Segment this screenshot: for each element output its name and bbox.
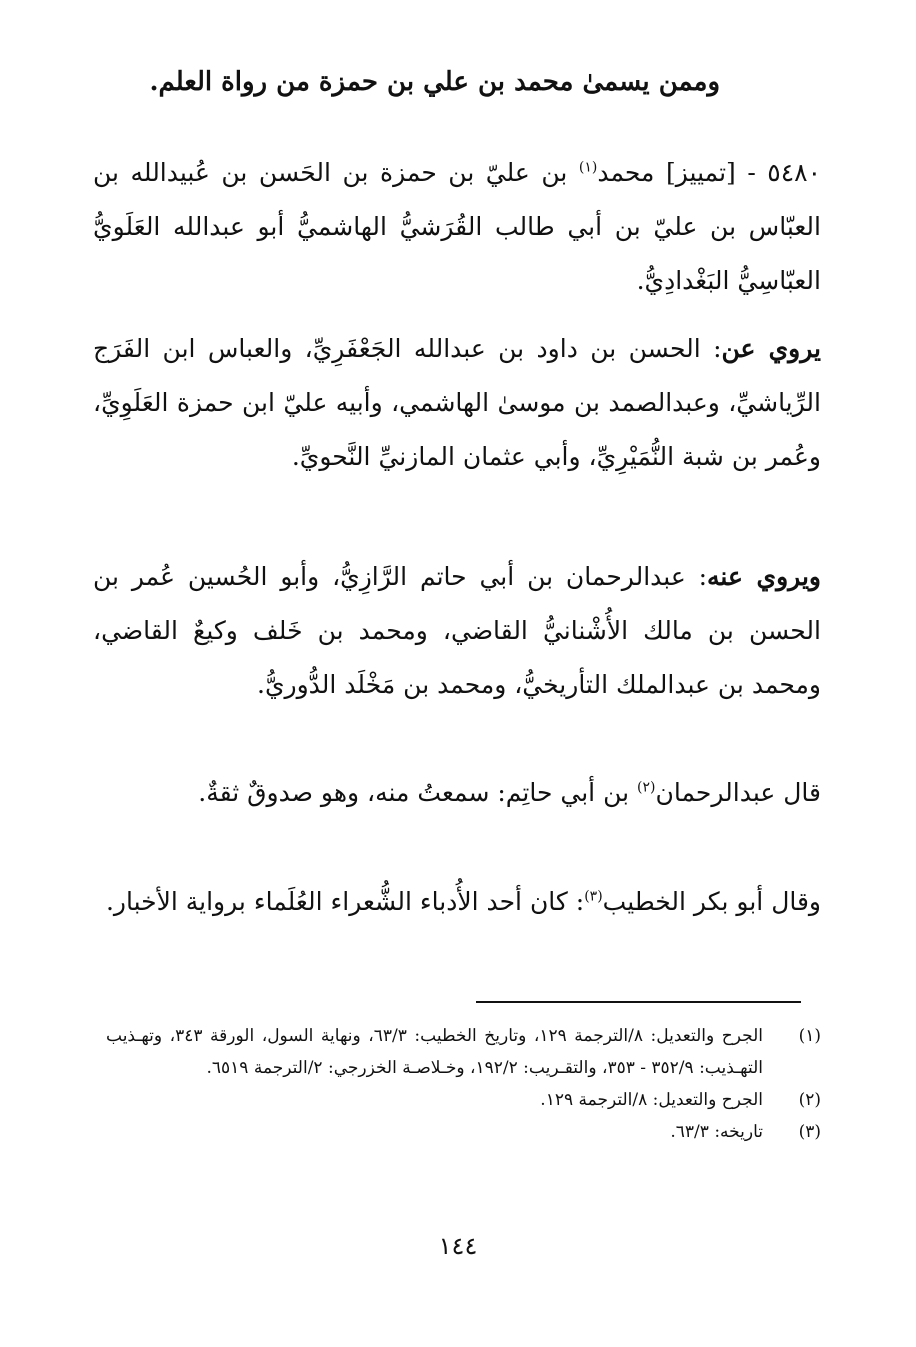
footnote-text: الجرح والتعديل: ٨/الترجمة ١٢٩. — [540, 1090, 763, 1110]
footnote-number: (٣) — [798, 1122, 821, 1142]
biography-entry — [93, 146, 821, 308]
footnote-number: (٢) — [798, 1090, 821, 1110]
quote2-after: : كان أحد الأُدباء الشُّعراء العُلَماء برواية الأخبار. — [105, 887, 585, 916]
quote2-before: وقال أبو بكر الخطيب — [602, 887, 821, 916]
narrated-by-text: : عبدالرحمان بن أبي حاتم الرَّازِيُّ، وأبو الحُسين عُمر بن الحسن بن مالك الأُشْنانيُّ القاضي، ومحمد بن خَلف وكيعٌ القاضي، ومحمد بن عبدالملك التأريخيُّ، ومحمد بن مَخْلَد الدُّوريُّ. — [93, 562, 821, 699]
footnote-2 — [106, 1084, 821, 1116]
narrates-from-label: يروي عن — [721, 334, 822, 363]
narrates-from-paragraph — [93, 322, 821, 484]
footnote-3 — [106, 1116, 821, 1148]
footnote-ref-2: (٢) — [637, 779, 656, 796]
quote-khatib — [93, 875, 821, 929]
footnote-number: (١) — [798, 1026, 821, 1046]
footnote-1 — [106, 1020, 821, 1084]
narrated-by-label: ويروي عنه — [707, 562, 821, 591]
narrates-from-text: : الحسن بن داود بن عبدالله الجَعْفَرِيِّ، والعباس ابن الفَرَج الرِّياشيِّ، وعبدالصمد بن موسىٰ الهاشمي، وأبيه عليّ ابن حمزة العَلَوِيِّ، وعُمر بن شبة النُّمَيْرِيِّ، وأبي عثمان المازنيِّ النَّحويِّ. — [93, 334, 821, 471]
page-number: ١٤٤ — [438, 1232, 478, 1260]
quote1-before: قال عبدالرحمان — [655, 778, 821, 807]
footnote-ref-1: (١) — [578, 159, 598, 176]
entry-lineage: بن عليّ بن حمزة بن الحَسن بن عُبيدالله بن العبّاس بن عليّ بن أبي طالب القُرَشيُّ الهاشميُّ أبو عبدالله العَلَويُّ العبّاسِيُّ البَغْدادِيُّ. — [93, 158, 821, 295]
footnote-text: الجرح والتعديل: ٨/الترجمة ١٢٩، وتاريخ الخطيب: ٦٣/٣، ونهاية السول، الورقة ٣٤٣، وتهـذيب التهـذيب: ٣٥٢/٩ - ٣٥٣، والتقـريب: ١٩٢/٢، وخـلاصـة الخزرجي: ٢/الترجمة ٦٥١٩. — [106, 1026, 763, 1078]
narrated-by-paragraph — [93, 550, 821, 712]
section-heading: وممن يسمىٰ محمد بن علي بن حمزة من رواة العلم. — [149, 67, 720, 97]
footnotes — [106, 1020, 821, 1148]
entry-dash: - — [735, 158, 768, 187]
quote-abdulrahman — [93, 766, 821, 820]
entry-number: ٥٤٨٠ — [767, 158, 822, 187]
footnote-ref-3: (٣) — [584, 888, 603, 905]
quote1-after: بن أبي حاتِم: سمعتُ منه، وهو صدوقٌ ثقةٌ. — [198, 778, 638, 807]
footnote-divider — [476, 1001, 801, 1003]
entry-tag: [تمييز] — [665, 158, 736, 187]
footnote-text: تاريخه: ٦٣/٣. — [670, 1122, 763, 1142]
entry-name: محمد — [597, 158, 666, 187]
